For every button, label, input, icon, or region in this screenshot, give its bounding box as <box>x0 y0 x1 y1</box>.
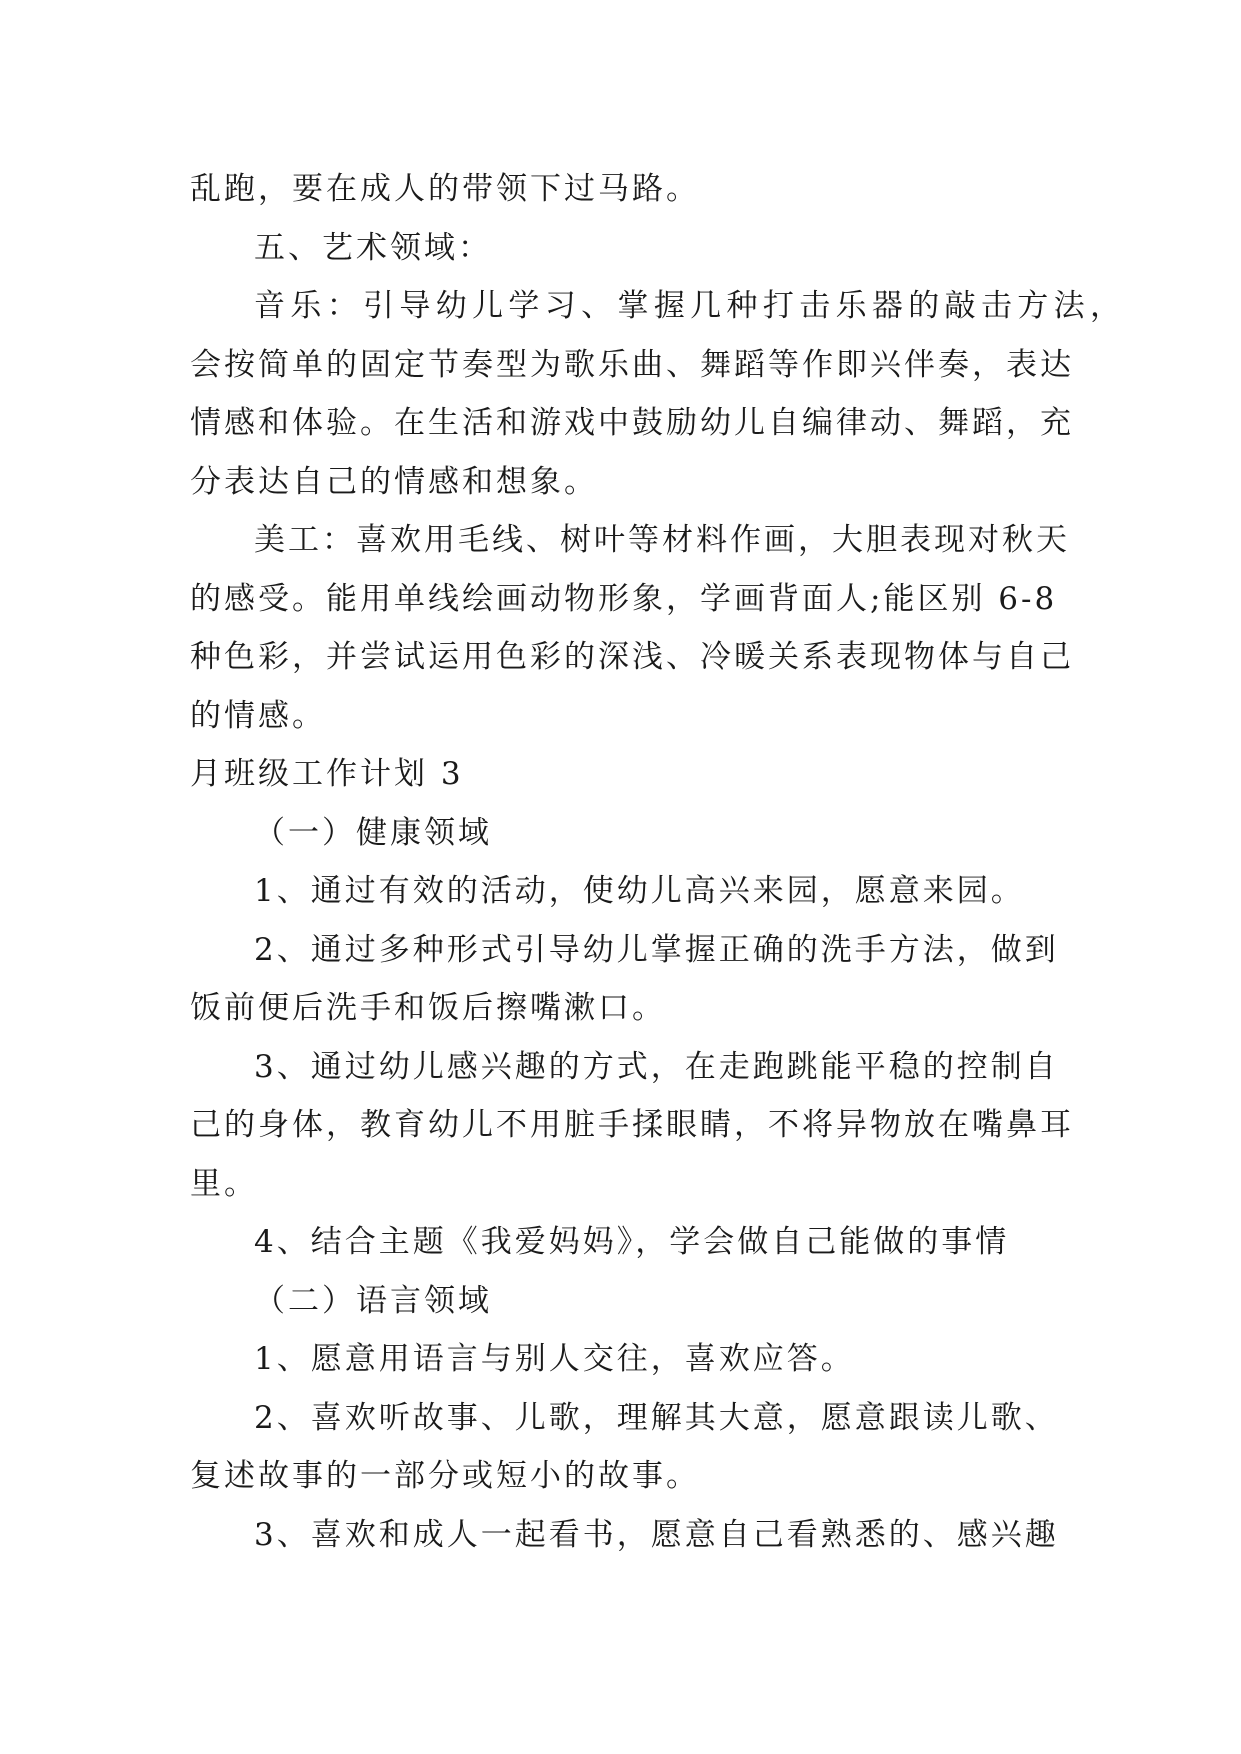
section-heading-art: 五、艺术领域： <box>254 229 492 266</box>
text-line: 的感受。能用单线绘画动物形象，学画背面人;能区别 6-8 <box>190 580 1058 617</box>
text-line: 己的身体，教育幼儿不用脏手揉眼睛，不将异物放在嘴鼻耳 <box>190 1107 1074 1143</box>
text-line: 的情感。 <box>190 697 326 734</box>
text-line: 音乐：引导幼儿学习、掌握几种打击乐器的敲击方法， <box>254 288 1124 324</box>
text-line: 1、通过有效的活动，使幼儿高兴来园，愿意来园。 <box>254 873 1025 909</box>
text-line: 4、结合主题《我爱妈妈》，学会做自己能做的事情 <box>254 1224 1010 1260</box>
text-line: 3、通过幼儿感兴趣的方式，在走跑跳能平稳的控制自 <box>254 1048 1059 1085</box>
text-line: 复述故事的一部分或短小的故事。 <box>190 1458 700 1494</box>
text-line: 美工：喜欢用毛线、树叶等材料作画，大胆表现对秋天 <box>254 522 1070 558</box>
text-line: 分表达自己的情感和想象。 <box>190 463 598 500</box>
document-body <box>190 160 1124 1564</box>
text-line: 种色彩，并尝试运用色彩的深浅、冷暖关系表现物体与自己 <box>190 639 1074 675</box>
plan-title: 月班级工作计划 3 <box>190 756 464 792</box>
section-heading-language: （二）语言领域 <box>254 1282 492 1319</box>
text-line: 情感和体验。在生活和游戏中鼓励幼儿自编律动、舞蹈，充 <box>190 405 1074 441</box>
text-line: 饭前便后洗手和饭后擦嘴漱口。 <box>190 990 666 1026</box>
text-line: 乱跑，要在成人的带领下过马路。 <box>190 171 700 207</box>
text-line: 2、通过多种形式引导幼儿掌握正确的洗手方法，做到 <box>254 931 1059 968</box>
section-heading-health: （一）健康领域 <box>254 814 492 851</box>
text-line: 里。 <box>190 1165 258 1202</box>
text-line: 1、愿意用语言与别人交往，喜欢应答。 <box>254 1341 855 1377</box>
text-line: 3、喜欢和成人一起看书，愿意自己看熟悉的、感兴趣 <box>254 1516 1059 1553</box>
text-line: 会按简单的固定节奏型为歌乐曲、舞蹈等作即兴伴奏，表达 <box>190 346 1074 383</box>
text-line: 2、喜欢听故事、儿歌，理解其大意，愿意跟读儿歌、 <box>254 1399 1059 1436</box>
